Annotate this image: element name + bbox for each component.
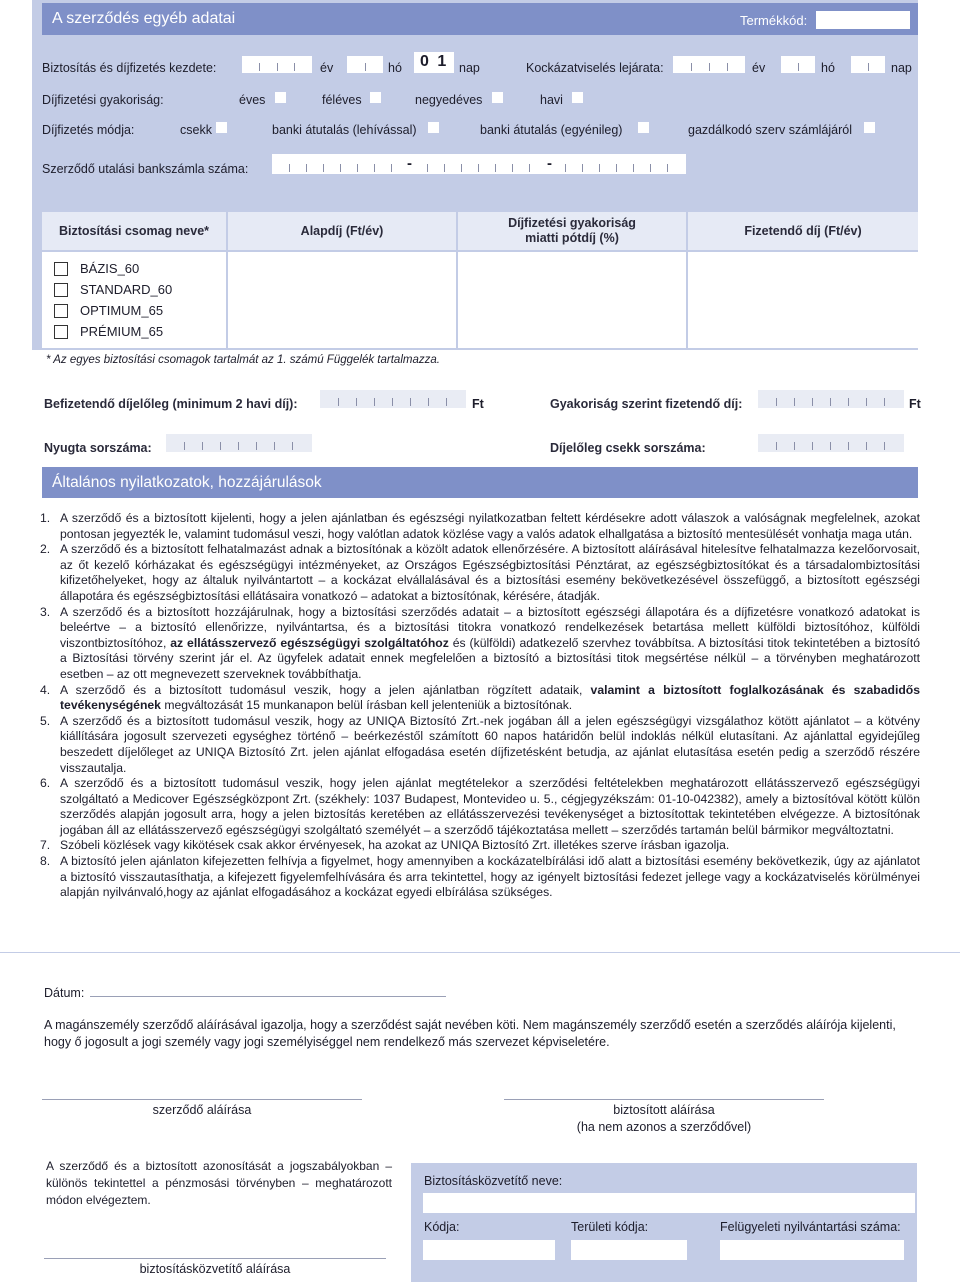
expiry-year-unit: év xyxy=(752,61,766,75)
declaration-item: 6. A szerződő és a biztosított tudomásul veszik, hogy jelen ajánlat megtételekor a szerződési feltételekben meghatározott ellátásszervező egészségügyi szolgáltató a Medicover Egészségközpont Zrt. (székhely: 1037 Budapest, Montevideo u. 5., cégjegyzékszám: 01-10-042382), amely a biztosítóval kötött külön szerződés alapján jogosult arra, hogy a jelen biztosítás keretében az ellátásszervezési tevékenységet a biztosítottak tekintetében elvégezze. A biztosítónak jogában áll az ellátásszervező egészségügyi szolgáltató személyét – a szerződő tájékoztatása mellett – szerződés tartamán belül bármikor megváltoztatni. xyxy=(40,776,920,837)
payment-checkbox-egyenileg[interactable] xyxy=(638,122,649,133)
broker-panel xyxy=(411,1163,917,1282)
expiry-day-unit: nap xyxy=(891,61,912,75)
datum-line[interactable] xyxy=(90,996,446,997)
expiry-day-field[interactable] xyxy=(851,56,885,73)
start-month-unit: hó xyxy=(388,61,402,75)
bank-account-separator: - xyxy=(547,155,552,172)
package-option-standard[interactable] xyxy=(54,282,172,297)
start-year-field[interactable] xyxy=(242,56,312,73)
nyugta-field[interactable] xyxy=(166,434,312,452)
payment-option-egyenileg: banki átutalás (egyénileg) xyxy=(480,123,623,137)
declaration-item: 2. A szerződő és a biztosított felhatalmazást adnak a biztosítónak a közölt adatok ellenőrzésére. A biztosított aláírásával hitelesítve felhatalmazza kezelőorvosait, az őt kezelő kórházakat és egészségügyi intézményeket, az Országos Egészségbiztosítási Pénztárat, az egészségbiztosítókat és a társadalombiztosítási kifizetőhelyeket, hogy az általuk nyilvántartott – a kockázat elvállalásával és a biztosítási esemény bekövetkezésével összefüggő, a biztosított egészségi állapotára és egészségbiztosítási ellátásaira vonatkozó – adatokat a biztosítónak, kérésére, átadják. xyxy=(40,542,920,603)
gyakorisag-label: Gyakoriság szerint fizetendő díj: xyxy=(550,397,743,411)
start-day-value: 0 1 xyxy=(420,53,449,70)
divider xyxy=(0,952,960,953)
section-title: Általános nyilatkozatok, hozzájárulások xyxy=(52,474,322,491)
surcharge-header-line1: Díjfizetési gyakoriság xyxy=(508,216,636,230)
insured-signature-line[interactable] xyxy=(504,1099,824,1100)
payment-option-lehivas: banki átutalás (lehívással) xyxy=(272,123,417,137)
broker-name-label: Biztosításközvetítő neve: xyxy=(424,1174,563,1188)
csekk-field[interactable] xyxy=(758,434,904,452)
broker-reg-label: Felügyeleti nyilvántartási száma: xyxy=(720,1220,901,1234)
section-title: A szerződés egyéb adatai xyxy=(52,10,236,27)
table-header-base-fee: Alapdíj (Ft/év) xyxy=(228,212,456,250)
package-label: BÁZIS_60 xyxy=(80,261,140,276)
befizetendo-label: Befizetendő díjelőleg (minimum 2 havi díj): xyxy=(44,397,298,411)
nyugta-label: Nyugta sorszáma: xyxy=(44,441,152,455)
table-footnote: * Az egyes biztosítási csomagok tartalmát az 1. számú Függelék tartalmazza. xyxy=(46,354,440,366)
currency-ft: Ft xyxy=(472,397,484,411)
section-header-declarations xyxy=(42,467,918,498)
termekkod-label: Termékkód: xyxy=(740,13,808,28)
termekkod-field[interactable] xyxy=(816,11,910,29)
base-fee-cell[interactable] xyxy=(228,252,456,348)
payment-checkbox-csekk[interactable] xyxy=(216,122,227,133)
start-day-field[interactable] xyxy=(414,52,454,73)
broker-reg-field[interactable] xyxy=(720,1240,904,1260)
frequency-option-havi: havi xyxy=(540,93,563,107)
broker-name-field[interactable] xyxy=(423,1193,915,1213)
package-label: OPTIMUM_65 xyxy=(80,303,164,318)
expiry-label: Kockázatviselés lejárata: xyxy=(526,61,664,75)
table-header-payable: Fizetendő díj (Ft/év) xyxy=(688,212,918,250)
broker-code-label: Kódja: xyxy=(424,1220,460,1234)
frequency-checkbox-negyedeves[interactable] xyxy=(492,92,503,103)
section-header-contract-data xyxy=(42,3,918,35)
gyakorisag-field[interactable] xyxy=(758,390,904,408)
frequency-checkbox-eves[interactable] xyxy=(275,92,286,103)
surcharge-header-line2: miatti pótdíj (%) xyxy=(525,231,619,245)
insured-signature-label: biztosított aláírása xyxy=(613,1103,715,1117)
frequency-option-negyedeves: negyedéves xyxy=(415,93,483,107)
bank-account-separator: - xyxy=(407,155,412,172)
frequency-checkbox-havi[interactable] xyxy=(572,92,583,103)
package-option-premium[interactable] xyxy=(54,324,163,339)
surcharge-cell[interactable] xyxy=(458,252,686,348)
package-label: PRÉMIUM_65 xyxy=(80,324,164,339)
start-day-unit: nap xyxy=(459,61,480,75)
declaration-item: 7. Szóbeli közlések vagy kikötések csak akkor érvényesek, ha azokat az UNIQA Biztosító Zrt. illetékes szerve írásban igazolja. xyxy=(40,838,730,853)
datum-label: Dátum: xyxy=(44,986,85,1000)
declaration-item: 5. A szerződő és a biztosított tudomásul veszik, hogy az UNIQA Biztosító Zrt.-nek jogában áll a jelen egészségügyi vizsgálathoz kötött ajánlatot – a kötvény kiállítására jogosult szervezeti egységhez történő – beérkezéstől számított 60 napos határidőn belül indoklás nélkül elutasítani. Az ajánlattal egyidejűleg beszedett díjelőleget az UNIQA Biztosító Zrt. jelen ajánlat elfogadása esetén díjfizetésként betudja, az ajánlat elutasítása esetén pedig a szerződő részére visszautalja. xyxy=(40,713,920,775)
payable-cell[interactable] xyxy=(688,252,918,348)
declarations-list xyxy=(40,511,920,901)
declaration-item: 8. A biztosító jelen ajánlaton kifejezetten felhívja a figyelmet, hogy amennyiben a kockázatelbírálási idő alatt a biztosítási esemény bekövetkezik, úgy az ajánlatot a biztosító visszautasíthatja, a kifejezett figyelemfelhívására és arra tekintettel, hogy az igényelt biztosítási fedezet jellege vagy a kockázatviselés körülményei alapján nyilvánvaló,hogy az ajánlat elfogadásához a kockázat egyedi elbírálása szükséges. xyxy=(40,854,920,900)
broker-area-field[interactable] xyxy=(571,1240,687,1260)
payment-checkbox-gazdalkodo[interactable] xyxy=(864,122,875,133)
payment-checkbox-lehivas[interactable] xyxy=(428,122,439,133)
expiry-year-field[interactable] xyxy=(673,56,745,73)
start-date-label: Biztosítás és díjfizetés kezdete: xyxy=(42,61,217,75)
expiry-month-unit: hó xyxy=(821,61,835,75)
broker-signature-label: biztosításközvetítő aláírása xyxy=(139,1262,291,1276)
bank-account-field[interactable] xyxy=(272,154,686,174)
start-month-field[interactable] xyxy=(347,56,383,73)
aml-note: A szerződő és a biztosított azonosítását a jogszabályokban – különös tekintettel a pénzmosási törvényben – meghatározott módon elvégeztem. xyxy=(46,1159,392,1207)
package-option-bazis[interactable] xyxy=(54,261,139,276)
declaration-item: 4. A szerződő és a biztosított tudomásul veszik, hogy a jelen ajánlatban rögzített adataik, valamint a biztosított foglalkozásának és szabadidős tevékenységének megváltozását 15 munkanapon belül írásban kell jelenteniük a biztosítónak. xyxy=(40,682,920,713)
declaration-item: 3. A szerződő és a biztosított hozzájárulnak, hogy a biztosítási szerződés adatait – a biztosított egészségi állapotára és a díjfizetésre vonatkozó adatokat is beleértve – a biztosító ellenőrizze, nyilvántartsa, és a biztosítási titokra vonatkozó rendelkezések betartása mellett külföldi biztosítóhoz, külföldi viszontbiztosítóhoz, az ellátásszervező egészségügyi szolgáltatóhoz és (külföldi) adatkezelő szervhez továbbítsa. A biztosítási titok tekintetében a biztosító a Biztosítási törvény szerint jár el. Az ügyfelek adatait ennek megfelelően a biztosító a biztosítási titok megsértése nélkül – a törvényben meghatározott esetben – az ott megnevezett szerveknek továbbíthatja. xyxy=(40,604,920,681)
insured-signature-note: (ha nem azonos a szerződővel) xyxy=(576,1120,752,1134)
contractor-signature-line[interactable] xyxy=(42,1099,362,1100)
expiry-month-field[interactable] xyxy=(781,56,815,73)
package-label: STANDARD_60 xyxy=(80,282,173,297)
table-header-surcharge xyxy=(458,212,686,250)
broker-area-label: Területi kódja: xyxy=(571,1220,649,1234)
frequency-option-eves: éves xyxy=(239,93,266,107)
currency-ft: Ft xyxy=(909,397,921,411)
payment-option-gazdalkodo: gazdálkodó szerv számlájáról xyxy=(688,123,852,137)
frequency-checkbox-feleves[interactable] xyxy=(370,92,381,103)
package-checkbox[interactable] xyxy=(54,325,68,339)
table-header-package: Biztosítási csomag neve* xyxy=(42,212,226,250)
start-year-unit: év xyxy=(320,61,334,75)
csekk-label: Díjelőleg csekk sorszáma: xyxy=(550,441,706,455)
package-checkbox[interactable] xyxy=(54,262,68,276)
payment-option-csekk: csekk xyxy=(180,123,212,137)
payment-method-label: Díjfizetés módja: xyxy=(42,123,135,137)
declaration-item: 1. A szerződő és a biztosított kijelenti, hogy a jelen ajánlatban és egészségi nyilatkozatban feltett kérdésekre adott válaszok a valóságnak megfelelnek, azokat pontosan jegyezték le, valamint tudomásul veszi, hogy valótlan adatok közlése vagy a valós adatok elhallgatása a biztosító mentesülését vonhatja maga után. xyxy=(40,511,920,541)
signatory-statement: A magánszemély szerződő aláírásával igazolja, hogy a szerződést saját nevében köti. Nem magánszemély szerződő esetén a szerződés aláírója kijelenti, hogy ő jogosult a jogi személy vagy jogi személyiséggel nem rendelkező más szervezet képviseletére. xyxy=(44,1018,896,1049)
broker-signature-line[interactable] xyxy=(44,1258,386,1259)
package-checkbox[interactable] xyxy=(54,283,68,297)
contractor-signature-label: szerződő aláírása xyxy=(152,1103,252,1117)
broker-code-field[interactable] xyxy=(423,1240,555,1260)
befizetendo-field[interactable] xyxy=(320,390,466,408)
frequency-option-feleves: féléves xyxy=(322,93,362,107)
frequency-label: Díjfizetési gyakoriság: xyxy=(42,93,164,107)
package-checkbox[interactable] xyxy=(54,304,68,318)
bank-account-label: Szerződő utalási bankszámla száma: xyxy=(42,162,249,176)
package-option-optimum[interactable] xyxy=(54,303,163,318)
